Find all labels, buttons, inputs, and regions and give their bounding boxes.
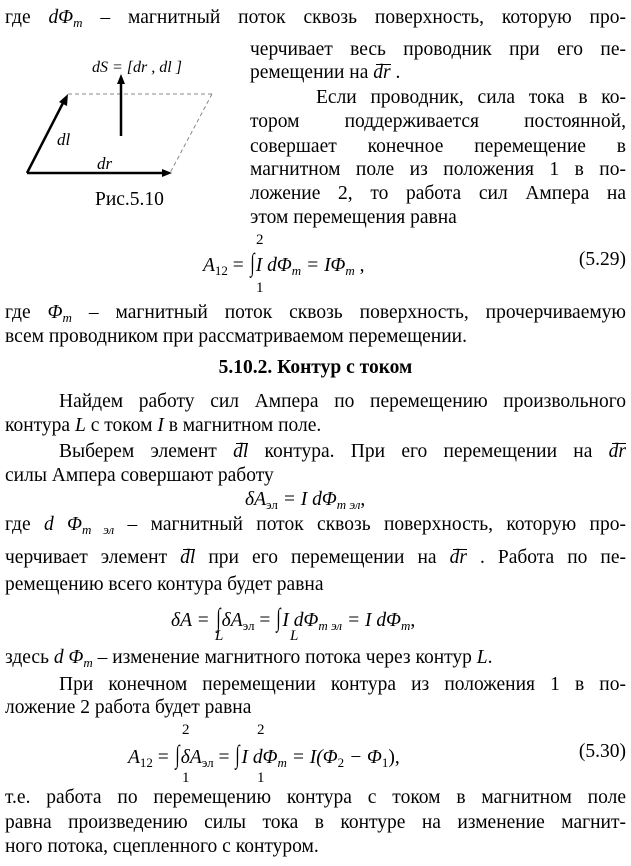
integral-sign: ∫ [175, 740, 180, 769]
paragraph-line: этом перемещения равна [250, 207, 457, 228]
paragraph-line: равна произведению силы тока в контуре на изменение магнит- [5, 812, 626, 833]
math-sub: m [345, 263, 355, 278]
text: Выберем элемент [59, 441, 234, 462]
label-dl: dl [57, 130, 71, 149]
text: ремещении на [250, 62, 374, 83]
math: , [354, 255, 365, 276]
math-sub: эл [265, 497, 278, 512]
text: контура [5, 415, 75, 436]
text: здесь [5, 647, 54, 668]
math-sub: m [62, 310, 72, 325]
math-sub: 12 [214, 263, 228, 278]
text: – магнитный поток сквозь поверхность, прочерчиваемую [71, 302, 627, 323]
text: с током [85, 415, 158, 436]
math-dr: dr [373, 62, 391, 83]
math: = I dΦ [277, 489, 337, 510]
integral-lower: 1 [182, 770, 190, 786]
math: I dΦ [255, 255, 292, 276]
text: – магнитный поток сквозь поверхность, которую про- [82, 7, 626, 28]
math-sub: эл [201, 755, 214, 770]
section-heading: 5.10.2. Контур с током [218, 357, 413, 378]
paragraph-line: Найдем работу сил Ампера по перемещению произвольного [59, 391, 626, 412]
math: I dΦ [241, 747, 278, 768]
paragraph-line: При конечном перемещении контура из положения 1 в по- [59, 674, 626, 695]
paragraph-line: всем проводником при рассматриваемом перемещении. [5, 326, 467, 347]
math-sub: m эл [318, 618, 343, 633]
figure-caption: Рис.5.10 [95, 189, 164, 210]
math: I [157, 415, 164, 436]
math: δA [245, 489, 266, 510]
math-sub: m [291, 263, 302, 278]
math: A [128, 747, 140, 768]
math: I dΦ [282, 610, 319, 631]
dr-arrowhead [162, 169, 172, 177]
math: d Φ [53, 647, 84, 668]
math-sub: m [400, 618, 411, 633]
math-dr: dr [608, 441, 626, 462]
math: − Φ [344, 747, 382, 768]
math: = [254, 610, 276, 631]
math: A [203, 255, 215, 276]
math-sub: 2 [337, 755, 345, 770]
math-dl: dl [180, 547, 196, 568]
math-dl: dl [233, 441, 249, 462]
math-sub: эл [242, 618, 255, 633]
text: в магнитном поле. [163, 415, 322, 436]
integral-sign: ∫ [235, 740, 241, 769]
paragraph-line [5, 546, 626, 570]
integral-upper: 2 [257, 722, 265, 738]
dashed-edge-right [170, 94, 212, 173]
paragraph-line: силы Ампера совершают работу [5, 465, 274, 486]
math-dr: dr [449, 547, 467, 568]
math: = [227, 255, 249, 276]
math-phi: Φ [47, 302, 63, 323]
math-sub: m [83, 655, 93, 670]
math: = I(Φ [286, 747, 338, 768]
math-sub: 1 [381, 755, 389, 770]
paragraph-line [5, 440, 626, 464]
paragraph-line: тором поддерживается постоянной, [250, 111, 626, 132]
integral-sign: ∫ [250, 248, 255, 277]
paragraph-line [250, 61, 626, 85]
text: . Работа по пе- [466, 547, 626, 568]
math: δA = [171, 610, 215, 631]
paragraph-line [5, 646, 626, 670]
paragraph-line: черчивает весь проводник при его пе- [250, 39, 626, 60]
integral-lower: 1 [256, 280, 264, 296]
paragraph-line: совершает конечное перемещение в [250, 136, 626, 157]
text: черчивает элемент [5, 547, 181, 568]
math: L [74, 415, 86, 436]
integral-upper: 2 [256, 232, 264, 248]
paragraph-line: ремещению всего контура будет равна [5, 574, 324, 595]
math: δA [221, 610, 243, 631]
math: = [152, 747, 174, 768]
integral-upper: 2 [182, 722, 190, 738]
text: где [5, 7, 49, 28]
text: при его перемещении на [208, 547, 450, 568]
paragraph-line: Если проводник, сила тока в ко- [316, 87, 626, 108]
text: где [5, 514, 44, 535]
equation-number: (5.29) [578, 249, 626, 270]
math: = IΦ [301, 255, 346, 276]
text: . [390, 62, 401, 83]
integral-sign: ∫ [276, 603, 281, 632]
integral-lower: 1 [257, 770, 265, 786]
math: δA [180, 747, 202, 768]
paragraph-line [5, 6, 626, 30]
paragraph-line: ного потока, сцепленного с контуром. [5, 836, 319, 857]
paragraph-line: ложение 2 работа будет равна [5, 697, 252, 718]
paragraph-line [5, 301, 626, 325]
math: d Φ [43, 514, 82, 535]
math: = I dΦ [342, 610, 401, 631]
integral-lower: L [215, 628, 224, 644]
math-dphi: dΦ [48, 7, 74, 28]
paragraph-line: магнитном поле из положения 1 в по- [250, 159, 626, 180]
text: – изменение магнитного потока через контур [92, 647, 477, 668]
paragraph-line: т.е. работа по перемещению контура с током в магнитном поле [5, 787, 626, 808]
label-dr: dr [97, 154, 113, 173]
text: контура. При его перемещении на [264, 441, 609, 462]
math: ), [388, 747, 400, 768]
math-sub: 12 [139, 755, 153, 770]
math: L [476, 647, 488, 668]
math-sub: m [277, 755, 287, 770]
integral-sign: ∫ [215, 603, 221, 632]
math-sub: m эл [336, 497, 361, 512]
paragraph-line [5, 513, 626, 537]
label-ds: dS = [dr , dl ] [92, 59, 182, 76]
text: – магнитный поток сквозь поверхность, которую про- [114, 514, 626, 535]
math: , [360, 489, 366, 510]
equation-element-work [245, 488, 365, 512]
text: . [487, 647, 493, 668]
math-sub: m эл [81, 522, 115, 537]
paragraph-line [5, 414, 626, 438]
equation-number: (5.30) [578, 741, 626, 762]
text: где [5, 302, 48, 323]
math: , [410, 610, 416, 631]
math-sub: m [73, 15, 83, 30]
paragraph-line: ложение 2, то работа сил Ампера на [250, 183, 626, 204]
math: = [213, 747, 235, 768]
integral-lower: L [290, 628, 299, 644]
dl-arrowhead [59, 94, 68, 106]
